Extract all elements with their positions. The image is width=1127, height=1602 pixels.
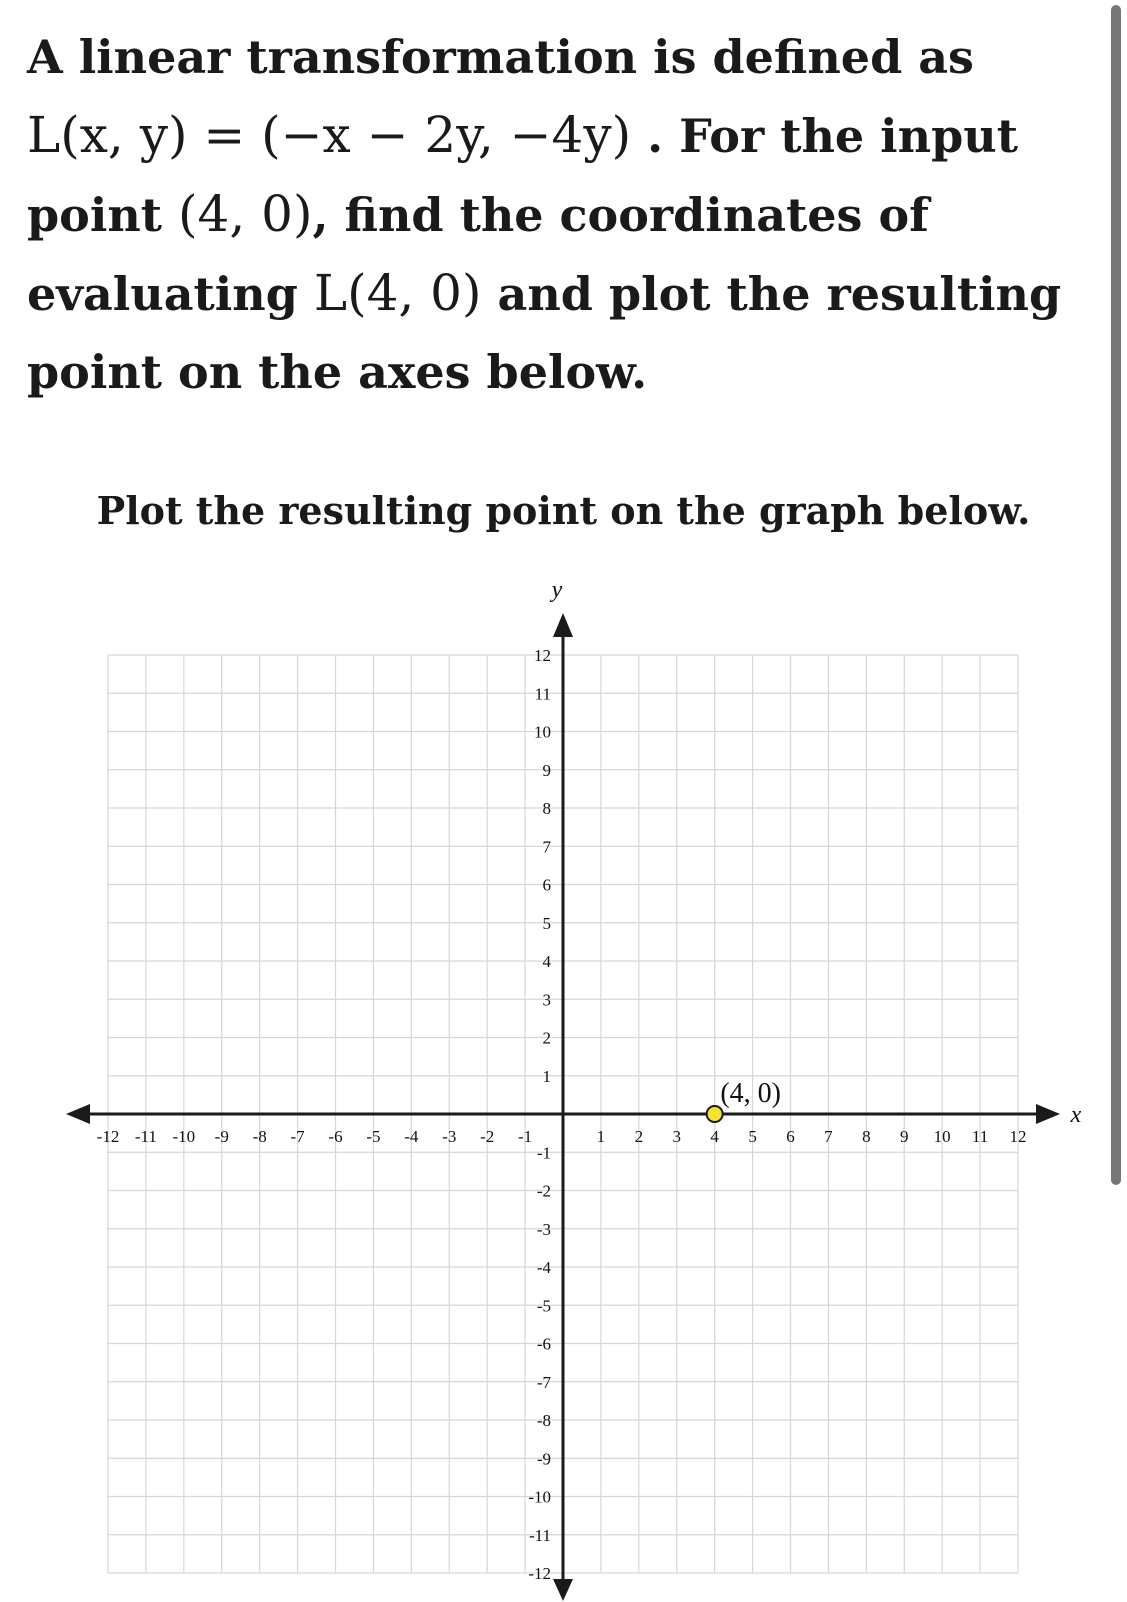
y-tick-label: 12	[534, 646, 551, 665]
y-tick-label: 4	[542, 952, 551, 971]
y-tick-label: -10	[528, 1487, 551, 1507]
formula-lhs: L(x, y) =	[27, 106, 262, 164]
y-axis-bottom-arrow	[553, 1579, 573, 1601]
y-tick-label: 5	[542, 913, 551, 933]
x-tick-label: -10	[172, 1127, 196, 1146]
y-tick-label: -8	[536, 1411, 551, 1430]
y-tick-label: 2	[542, 1028, 551, 1048]
formula-rhs: (−x − 2y, −4y)	[261, 106, 632, 164]
x-tick-label: 8	[862, 1127, 871, 1146]
y-tick-label: -1	[536, 1143, 551, 1163]
x-tick-label: -4	[404, 1127, 419, 1146]
plotted-point-label: (4, 0)	[720, 1078, 781, 1109]
x-tick-label: 2	[634, 1127, 644, 1146]
x-tick-label: 5	[748, 1127, 757, 1146]
y-tick-label: 1	[542, 1066, 551, 1086]
x-tick-label: 12	[1009, 1127, 1027, 1146]
y-tick-label: 7	[542, 837, 551, 857]
x-axis-right-arrow	[1036, 1104, 1060, 1124]
x-tick-label: 1	[596, 1127, 606, 1146]
x-tick-label: -12	[96, 1127, 120, 1146]
y-tick-label: -6	[536, 1334, 551, 1354]
eval-text-post: and plot the resulting	[481, 267, 1062, 321]
eval-expression: L(4, 0)	[313, 264, 482, 322]
y-tick-label: -9	[536, 1449, 551, 1469]
x-tick-label: -3	[442, 1127, 457, 1146]
x-tick-label: 7	[824, 1127, 833, 1146]
y-tick-label: -3	[536, 1219, 551, 1239]
y-tick-label: 8	[542, 799, 551, 818]
y-tick-label: -11	[528, 1525, 551, 1545]
eval-text-pre: evaluating	[27, 267, 314, 321]
x-tick-label: 11	[971, 1127, 989, 1146]
x-tick-label: -5	[366, 1127, 381, 1146]
plot-instruction: Plot the resulting point on the graph below.	[96, 488, 1031, 533]
x-tick-label: 3	[672, 1127, 681, 1146]
x-tick-label: -1	[517, 1127, 533, 1146]
point-text-pre: point	[27, 188, 179, 242]
x-tick-label: 6	[786, 1127, 795, 1146]
axes	[66, 577, 1082, 1601]
x-tick-label: 4	[710, 1127, 719, 1146]
question-last-line: point on the axes below.	[27, 345, 648, 399]
y-tick-label: 11	[534, 684, 551, 704]
x-tick-label: -9	[214, 1127, 229, 1146]
y-tick-label: 3	[542, 990, 551, 1010]
y-tick-label: 6	[542, 875, 551, 895]
input-point: (4, 0)	[178, 185, 313, 243]
y-tick-label: -2	[536, 1181, 551, 1201]
y-axis-title: y	[551, 577, 563, 603]
x-tick-label: -8	[252, 1127, 267, 1146]
y-tick-label: -7	[536, 1372, 551, 1392]
y-tick-label: -5	[536, 1296, 551, 1316]
y-axis-top-arrow	[553, 613, 573, 637]
point-text-post: , find the coordinates of	[312, 188, 929, 242]
formula-trailing-text: . For the input	[631, 109, 1018, 163]
x-axis-left-arrow	[66, 1104, 90, 1124]
question-line-1: A linear transformation is defined as	[27, 30, 974, 84]
x-tick-label: 10	[933, 1127, 951, 1146]
x-tick-label: -2	[480, 1127, 495, 1146]
x-axis-title: x	[1070, 1102, 1082, 1128]
x-tick-label: -6	[328, 1127, 343, 1146]
y-tick-label: 9	[542, 760, 551, 780]
y-tick-label: -12	[528, 1564, 551, 1583]
x-tick-label: 9	[900, 1127, 909, 1146]
y-tick-label: 10	[534, 722, 551, 742]
x-tick-label: -11	[134, 1127, 157, 1146]
y-tick-label: -4	[536, 1258, 551, 1277]
x-tick-label: -7	[290, 1127, 305, 1146]
scrollbar[interactable]	[1111, 5, 1121, 1185]
